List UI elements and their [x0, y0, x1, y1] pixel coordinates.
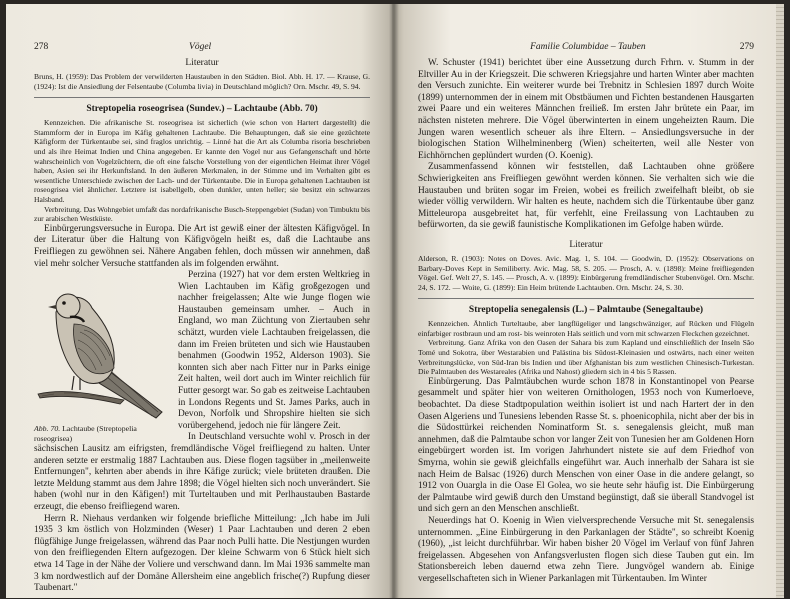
- kennzeichen-paragraph: Kennzeichen. Die afrikanische St. roseogrisea ist sicherlich (wie schon von Hartert dargestellt) die Stammform der in Europa im Käfig gehaltenen Lachtaube. Die Behauptungen, daß sie eine gezüchtete Käfigform der Türkentaube sei, sind fraglos unrichtig. – Linné hat die Art als Columba risoria beschrieben und als ihre Heimat Indien und China angegeben. Er kannte den Vogel nur aus Gefangenschaft und hörte wahrscheinlich von Vogelzüchtern, die oft eine falsche Vorstellung von der eigentlichen Heimat ihrer Vögel haben, Asien sei ihr Herkunftsland. In den äußeren Merkmalen, in der Stimme und im Verhalten gibt es wesentliche Unterschiede zwischen der Lach- und der Türkentaube. Die in Europa gehaltenen Lachtauben ist roseogrisea viel ähnlicher. Letztere ist isabellgelb, oben dunkler, unten heller; sie besitzt ein schwarzes Halsband.: [34, 118, 370, 204]
- einbuergerung-lead: Einbürgerungsversuche in Europa. Die Art ist gewiß einer der ältesten Käfigvögel. In der Literatur über die Haltung von Käfigvögeln heißt es, daß die Lachtaube ans Freifliegen zu gewöhnen sei. Nähere Angaben fehlen, doch müssen wir annehmen, daß viel mehr solcher Versuche stattfanden als im folgenden erwähnt.: [34, 223, 370, 269]
- verbreitung-paragraph: Verbreitung. Ganz Afrika von den Oasen der Sahara bis zum Kapland und einschließlich der Inseln São Tomé und Sokotra, über Westarabien und Palästina bis Südost-Kleinasien und ostwärts, nach einer weiten Verbreitungslücke, von Süd-Iran bis Indien und über Afghanistan bis zum westlichen Chinesisch-Turkestan. Die Palmtauben des Westareales (Afrika und Nahost) gliedern sich in 4 bis 5 Rassen.: [418, 338, 754, 377]
- literature-heading: Literatur: [185, 58, 219, 68]
- right-page: [392, 4, 784, 598]
- zusammenfassung-paragraph: Zusammenfassend können wir feststellen, daß Lachtauben ohne größere Schwierigkeiten ans Freifliegen gewöhnt werden können. Sie verhalten sich wie die Haustauben und brüten sogar im Freien, wobei es freilich zweifelhaft bleibt, ob sie wieder völlig verwildern. Wir halten es heute, nachdem sich die Türkentaube über ganz Mitteleuropa ausgebreitet hat, für verfehlt, eine Freilassung von Lachtauben zu befürworten, da sie gewiß faunistische Komplikationen im Gefolge haben würde.: [418, 162, 754, 231]
- section-heading: Streptopelia roseogrisea (Sundev.) – Lachtaube (Abb. 70): [86, 104, 318, 115]
- schuster-paragraph: W. Schuster (1941) berichtet über eine Aussetzung durch Frhrn. v. Stumm in der Eltviller Au in der Kriegszeit. Die schweren Kriegsjahre und harten Winter aber machten den Versuch zunichte. Ein weiterer wurde bei Trebnitz in Schlesien 1897 durch Woite (1899) unternommen der in einem mit Obstbäumen und Fichten bestandenen Hausgarten zwei Paare und ein weiteres Männchen freiließ. Im ersten Jahr brütete ein Paar, im nächsten nisteten mehrere. Die Vögel überwinterten in einem ungeheizten Raum. Die Jungen waren wesentlich scheuer als ihre Eltern. – Ansiedlungsversuche in der biologischen Station Wilhelminenberg (Wien) scheiterten, weil alle Nester von Eichhörnchen geplündert wurden (O. Koenig).: [418, 58, 754, 161]
- book-spread: [6, 4, 784, 598]
- dove-illustration: [34, 272, 170, 422]
- left-page: [6, 4, 392, 598]
- literature-text: Alderson, R. (1903): Notes on Doves. Avic. Mag. 1, S. 104. — Goodwin, D. (1952): Observations on Barbary-Doves Kept in Semiliberty. Avic. Mag. 58, S. 205. — Prosch, A. v. (1898): Meine freifliegenden Vögel. Gef. Welt 27, S. 145. — Prosch, A. v. (1899): Einbürgerung fremdländischer Stubenvögel. Orn. Mschr. 24, S. 172. — Woite, G. (1899): Ein Heim brütende Lachtauben. Orn. Mschr. 24, S. 30.: [418, 253, 754, 292]
- separator-rule: [34, 97, 370, 98]
- caption-label: Abb. 70.: [34, 424, 61, 434]
- caption-text: Lachtaube (Streptopelia roseogrisea): [34, 424, 137, 443]
- page-number: 278: [34, 42, 49, 52]
- page-edge: [776, 4, 784, 598]
- verbreitung-paragraph: Verbreitung. Das Wohngebiet umfaßt das nordafrikanische Busch-Steppengebiet (Sudan) von Timbuktu bis zur arabischen Westküste.: [34, 204, 370, 224]
- left-running-head: [34, 42, 370, 52]
- koenig-paragraph: Neuerdings hat O. Koenig in Wien vielversprechende Versuche mit St. senegalensis unternommen. „Eine Einbürgerung in den Parkanlagen der Städte", so schreibt Koenig (1960), „ist leicht durchführbar. Wir haben bisher 20 Vögel im Verlauf von fünf Jahren freigelassen. Abgesehen von Anfangsverlusten flogen sich diese Tauben gut ein. Im Stationsbereich leben dauernd etwa zehn Tiere. Jungvögel wandern ab. Einige vergesellschafteten sich in Wiener Parkanlagen mit Türkentauben. Im Winter: [418, 515, 754, 584]
- running-title: Familie Columbidae – Tauben: [530, 42, 646, 52]
- perzina-paragraph: Perzina (1927) hat vor dem ersten Weltkrieg in Wien Lachtauben im Käfig großgezogen und nachher freigelassen; Alte wie Junge flogen wie Haustauben gemeinsam umher. – Auch in England, wo man Züchtung von Ziertauben sehr schätzt, wurden viele Lachtauben freigelassen, die dann im Freien brüteten und sich wie Haustauben benahmen (Goodwin 1952, Alderson 1903). Sie konnten sich aber nach Fitter nur in Parks einige Zeit halten, weil dort auch im Winter reichlich für Futter gesorgt war. So gab es zeitweise Lachtauben in Londons Regents und St. James Parks, auch in Devon, Norfolk und Shropshire hielten sie sich vorübergehend, jedoch nie für längere Zeit.: [178, 270, 370, 431]
- right-running-head: [418, 42, 754, 52]
- separator-rule: [418, 298, 754, 299]
- deutschland-paragraph: In Deutschland versuchte wohl v. Prosch in der sächsischen Lausitz am eifrigsten, fremdländische Vögel freifliegend zu halten. Unter anderen setzte er erstmalig 1887 Lachtauben aus. Diese flogen tagsüber in „meilenweite Entfernungen", kehrten aber abends in ihre Käfige zurück; viele brüteten draußen. Die letzte Meldung stammt aus dem Jahre 1898; die Vögel hielten sich noch unverändert. Sie haben (wohl nur in den Käfigen!) mit Turteltauben und mit Perlhaustauben Bastarde erzeugt, die ebenso freifliegend waren.: [34, 432, 370, 512]
- running-title: Vögel: [189, 42, 212, 52]
- kennzeichen-paragraph: Kennzeichen. Ähnlich Turteltaube, aber langflügeliger und langschwänziger, auf Rücken und Flügeln einfarbiger rostbraun und am rost- bis weinroten Hals seitlich und vorn mit schwarzen Fleckchen gezeichnet.: [418, 319, 754, 338]
- niehaus-paragraph: Herrn R. Niehaus verdanken wir folgende briefliche Mitteilung: „Ich habe im Juli 1935 3 km östlich von Holzminden (Weser) 1 Paar Lachtauben und deren 2 eben flügfähige Junge freigelassen, während das Paar noch Pulli hatte. Die Nestjungen wurden von den freifliegenden Eltern aufgezogen. Der kleine Schwarm von 6 Stück hielt sich etwa 14 Tage in der Nähe der Voliere und verschwand dann. Im Mai 1936 sammelte man 3 km nordwestlich auf der Domäne Allersheim eine angeblich frische(?) Rupfung dieser Taubenart.": [34, 513, 370, 594]
- page-number: 279: [739, 42, 754, 52]
- einbuergerung-paragraph: Einbürgerung. Das Palmtäubchen wurde schon 1878 in Konstantinopel von Pearse gesammelt und später hier von weiteren Ornithologen, 1953 noch von Kumerloeve, beobachtet. Da diese Stadtpopulation weithin isoliert ist und nach Hartert der in den Oasen Algeriens und Tunesiens lebenden Rasse St. s. phoenicophila, nicht aber der bis in die Südosttürkei reichenden Nominatform St. s. senegalensis gleicht, muß man annehmen, daß die Palmtaube schon vor langer Zeit von Tunesien her am Goldenen Horn eingebürgert worden ist. Im vorigen Jahrhundert nistete sie auf dem Friedhof von Smyrna, wohin sie gewiß gleichfalls eingeführt war. Auch innerhalb der Sahara ist sie nach Heim de Balsac (1926) durch Menschen von einer Oase in die andere gelangt, so 1912 von Ouargla in die Oase El Golea, wo sie heute sehr häufig ist. Die Einbürgerung der Palmtaube wird gewiß durch den Umstand begünstigt, daß sie überall Standvogel ist und sich gern an den Menschen anschließt.: [418, 376, 754, 515]
- figure-70: [34, 272, 170, 443]
- section-heading: Streptopelia senegalensis (L.) – Palmtaube (Senegaltaube): [468, 305, 704, 316]
- literature-text: Bruns, H. (1959): Das Problem der verwilderten Haustauben in den Städten. Biol. Abh. H. 17. — Krause, G. (1924): Ist die Ansiedlung der Felsentaube (Columba livia) in Deutschland möglich? Orn. Mschr. 49, S. 94.: [34, 72, 370, 91]
- figure-caption: [34, 424, 170, 443]
- literature-heading: Literatur: [569, 239, 603, 250]
